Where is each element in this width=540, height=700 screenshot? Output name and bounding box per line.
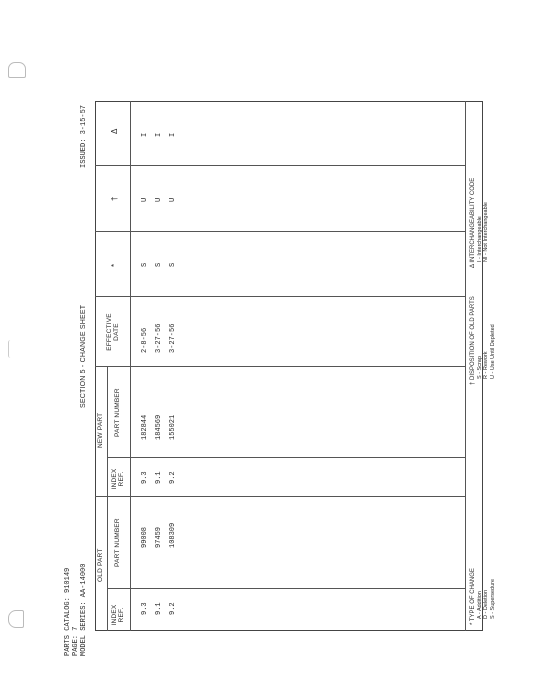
row1-disposition: U bbox=[141, 197, 149, 202]
group-header-line-old bbox=[107, 496, 108, 631]
row2-new-part-number: 184569 bbox=[155, 414, 163, 440]
row3-new-index: 9.2 bbox=[169, 471, 177, 484]
old-part-header: OLD PART bbox=[97, 548, 104, 582]
legend-disp-title: † DISPOSITION OF OLD PARTS bbox=[470, 296, 476, 385]
row2-disposition: U bbox=[155, 197, 163, 202]
legend-disposition bbox=[470, 296, 496, 385]
row2-old-part-number: 97459 bbox=[155, 526, 163, 548]
page-number: PAGE: 7 bbox=[72, 626, 80, 656]
col-sep-star-dagger bbox=[95, 231, 465, 232]
new-part-header: NEW PART bbox=[97, 412, 104, 448]
legend-type-of-change bbox=[470, 568, 496, 625]
col-sep-new-date bbox=[95, 366, 465, 367]
type-of-change-header: * bbox=[110, 263, 119, 267]
effective-date-header: EFFECTIVE DATE bbox=[106, 313, 120, 351]
row2-interchangeability: I bbox=[155, 132, 163, 137]
issued-date: ISSUED: 3-15-57 bbox=[80, 104, 88, 168]
model-series: MODEL SERIES: AA-14000 bbox=[80, 563, 88, 656]
col-sep-dagger-delta bbox=[95, 165, 465, 166]
legend-type-item: A - Addition bbox=[476, 591, 483, 619]
col-sep-date-star bbox=[95, 296, 465, 297]
legend-divider-line bbox=[465, 101, 466, 631]
interchangeability-header: Δ bbox=[110, 128, 119, 134]
margin-mark bbox=[8, 340, 13, 358]
col-sep-new-index bbox=[107, 457, 465, 458]
row2-new-index: 9.1 bbox=[155, 471, 163, 484]
row3-effective-date: 3-27-56 bbox=[169, 323, 177, 353]
punch-hole-mark-top bbox=[8, 62, 26, 78]
row1-old-part-number: 99008 bbox=[141, 526, 149, 548]
legend-inter-item: NI - Not Interchangeable bbox=[483, 202, 489, 262]
parts-catalog-number: PARTS CATALOG: 910149 bbox=[64, 567, 72, 656]
new-part-number-header: PART NUMBER bbox=[114, 388, 121, 437]
legend-disp-item: S - Scrap bbox=[476, 356, 483, 379]
legend-type-item: D - Deletion bbox=[483, 589, 489, 619]
col-sep-old-index bbox=[107, 588, 465, 589]
row1-interchangeability: I bbox=[141, 132, 149, 137]
new-index-ref-header: INDEX REF. bbox=[111, 468, 125, 490]
disposition-header: † bbox=[110, 196, 119, 201]
old-part-number-header: PART NUMBER bbox=[114, 518, 121, 567]
legend-interchangeability bbox=[470, 178, 490, 268]
legend-type-title: * TYPE OF CHANGE bbox=[470, 568, 476, 625]
row1-old-index: 9.3 bbox=[141, 602, 149, 615]
group-header-line-new bbox=[107, 366, 108, 496]
legend-inter-item: I - Interchangeable bbox=[476, 216, 483, 262]
row1-new-index: 9.3 bbox=[141, 471, 149, 484]
old-index-ref-header: INDEX REF. bbox=[111, 604, 125, 626]
section-title: SECTION 5 - CHANGE SHEET bbox=[80, 304, 87, 408]
row2-effective-date: 3-27-56 bbox=[155, 323, 163, 353]
row3-type-of-change: S bbox=[169, 262, 177, 267]
row3-interchangeability: I bbox=[169, 132, 177, 137]
legend-disp-item: U - Use Until Depleted bbox=[489, 324, 496, 379]
legend-disp-item: R - Rework bbox=[483, 351, 489, 379]
row3-old-index: 9.2 bbox=[169, 602, 177, 615]
punch-hole-mark-bottom bbox=[8, 610, 24, 628]
legend-type-item: S - Supersedure bbox=[489, 578, 496, 619]
row1-type-of-change: S bbox=[141, 262, 149, 267]
row1-effective-date: 2-8-56 bbox=[141, 327, 149, 353]
col-sep-old-new bbox=[95, 496, 465, 497]
row2-old-index: 9.1 bbox=[155, 602, 163, 615]
row1-new-part-number: 182844 bbox=[141, 414, 149, 440]
row2-type-of-change: S bbox=[155, 262, 163, 267]
row3-old-part-number: 108309 bbox=[169, 522, 177, 548]
legend-inter-title: Δ INTERCHANGEABILITY CODE bbox=[470, 177, 476, 268]
row3-disposition: U bbox=[169, 197, 177, 202]
row3-new-part-number: 155021 bbox=[169, 414, 177, 440]
